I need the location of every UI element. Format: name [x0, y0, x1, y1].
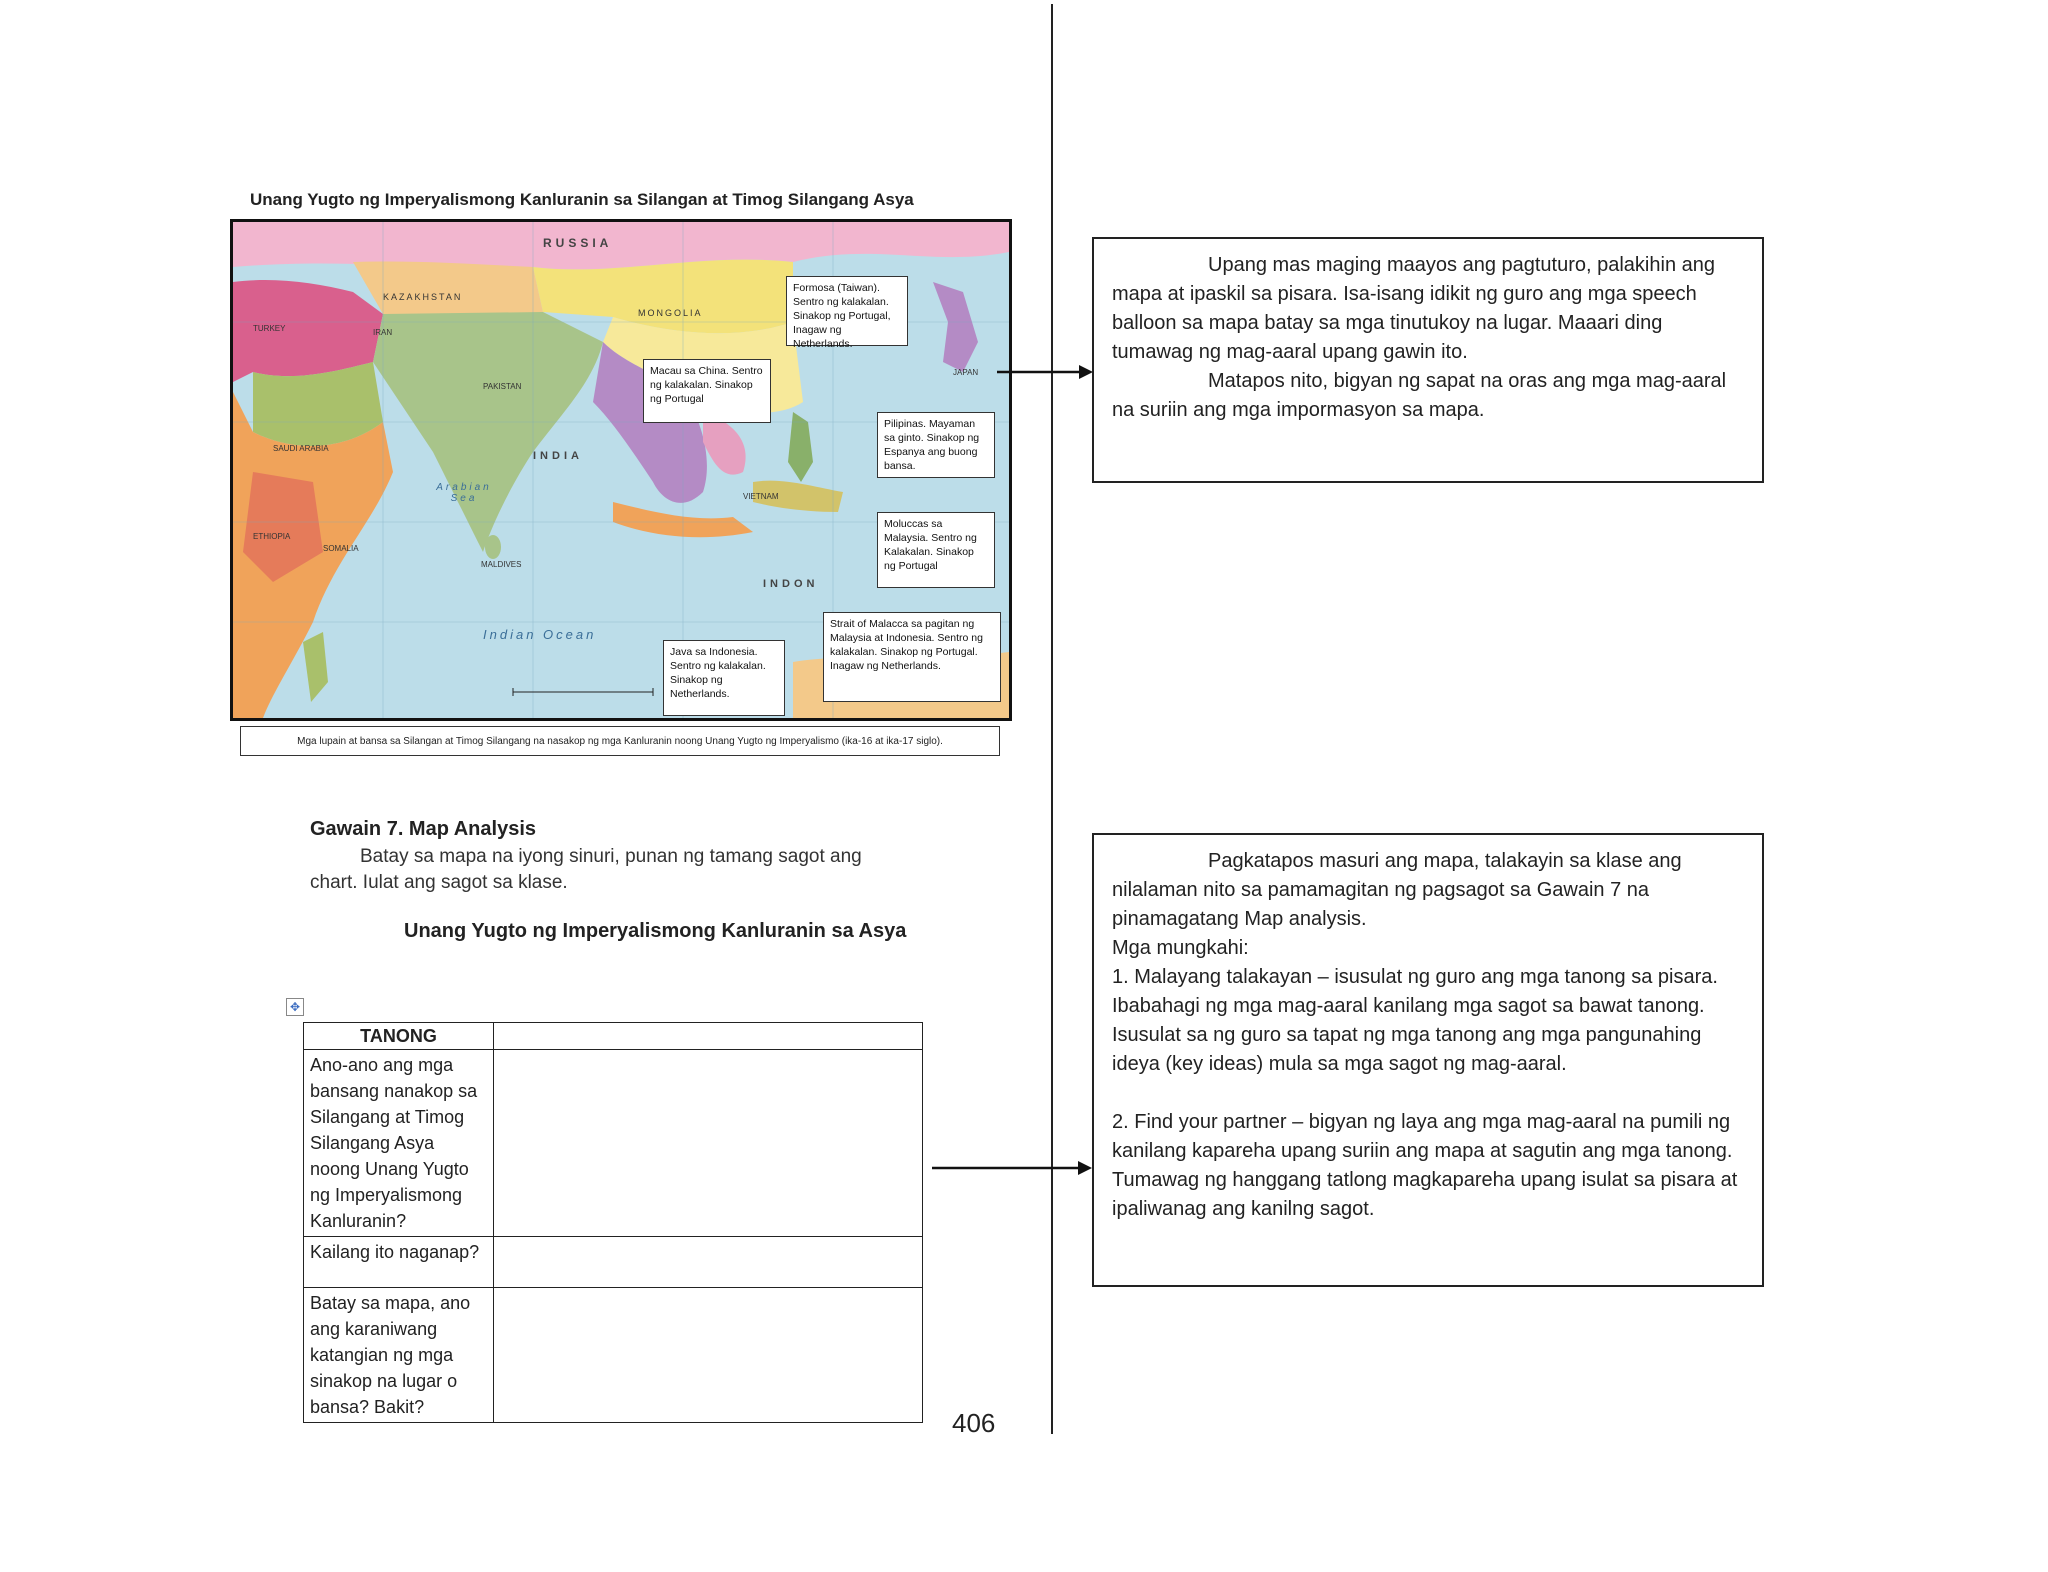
balloon-moluccas: Moluccas sa Malaysia. Sentro ng Kalakalan. Sinakop ng Portugal — [877, 512, 995, 588]
answer-cell[interactable] — [494, 1237, 923, 1288]
activity-instruction — [310, 844, 910, 896]
label-somalia: SOMALIA — [323, 544, 359, 553]
table-header-answer — [494, 1023, 923, 1050]
arrow-to-note-2 — [930, 1158, 1094, 1178]
label-pakistan: PAKISTAN — [483, 382, 522, 391]
label-turkey: TURKEY — [253, 324, 286, 333]
label-russia: RUSSIA — [543, 236, 613, 250]
label-maldives: MALDIVES — [481, 560, 522, 569]
activity-title: Gawain 7. Map Analysis — [310, 818, 537, 840]
label-japan: JAPAN — [953, 368, 979, 377]
note1-paragraph-2: Matapos nito, bigyan ng sapat na oras ang mga mag-aaral na suriin ang mga impormasyon sa mapa. — [1112, 370, 1727, 421]
label-india: INDIA — [533, 450, 583, 462]
table-header-tanong: TANONG — [304, 1023, 494, 1050]
activity-instruction-text: Batay sa mapa na iyong sinuri, punan ng tamang sagot ang chart. Iulat ang sagot sa klase. — [310, 846, 862, 893]
note2-paragraph-4: 2. Find your partner – bigyan ng laya ang mga mag-aaral na pumili ng kanilang kapareha upang suriin ang mapa at sagutin ang mga tanong. Tumawag ng hanggang tatlong magkapareha upang isulat sa pisara at ipaliwanag ang kanilng sagot. — [1112, 1111, 1738, 1220]
page-number: 406 — [952, 1408, 996, 1438]
label-kazakhstan: KAZAKHSTAN — [383, 292, 463, 302]
question-cell: Ano-ano ang mga bansang nanakop sa Silangang at Timog Silangang Asya noong Unang Yugto ng Imperyalismong Kanluranin? — [304, 1050, 494, 1237]
balloon-malacca: Strait of Malacca sa pagitan ng Malaysia at Indonesia. Sentro ng kalakalan. Sinakop ng Portugal. Inagaw ng Netherlands. — [823, 612, 1001, 702]
note2-paragraph-1: Pagkatapos masuri ang mapa, talakayin sa klase ang nilalaman nito sa pamamagitan ng pagsagot sa Gawain 7 na pinamagatang Map analysis. — [1112, 850, 1682, 930]
map-caption: Mga lupain at bansa sa Silangan at Timog Silangang na nasakop ng mga Kanluranin noong Unang Yugto ng Imperyalismo (ika-16 at ika-17 siglo). — [240, 726, 1000, 756]
label-mongolia: MONGOLIA — [638, 308, 703, 318]
table-move-handle-icon[interactable]: ✥ — [286, 998, 304, 1016]
label-saudi: SAUDI ARABIA — [273, 444, 329, 453]
table-row — [304, 1288, 923, 1423]
label-vietnam: VIETNAM — [743, 492, 779, 501]
balloon-macau: Macau sa China. Sentro ng kalakalan. Sinakop ng Portugal — [643, 359, 771, 423]
teacher-note-2 — [1092, 833, 1764, 1287]
table-row — [304, 1237, 923, 1288]
label-indian-ocean: Indian Ocean — [483, 627, 597, 642]
note2-paragraph-2: Mga mungkahi: — [1112, 937, 1249, 959]
note2-paragraph-3: 1. Malayang talakayan – isusulat ng guro ang mga tanong sa pisara. Ibabahagi ng mga mag-aaral kanilang mga sagot sa bawat tanong. Isusulat sa ng guro sa tapat ng mga tanong ang mga pangunahing ideya (key ideas) mula sa mga sagot ng mag-aaral. — [1112, 966, 1718, 1075]
balloon-java: Java sa Indonesia. Sentro ng kalakalan. Sinakop ng Netherlands. — [663, 640, 785, 716]
label-iran: IRAN — [373, 328, 393, 337]
answer-cell[interactable] — [494, 1050, 923, 1237]
balloon-pilipinas: Pilipinas. Mayaman sa ginto. Sinakop ng Espanya ang buong bansa. — [877, 412, 995, 478]
arrow-to-note-1 — [995, 362, 1095, 382]
page-divider — [1051, 4, 1053, 1434]
label-arabian-sea: Arabian Sea — [436, 482, 492, 504]
label-ethiopia: ETHIOPIA — [253, 532, 291, 541]
answer-cell[interactable] — [494, 1288, 923, 1423]
question-cell: Batay sa mapa, ano ang karaniwang katangian ng mga sinakop na lugar o bansa? Bakit? — [304, 1288, 494, 1423]
teacher-note-1 — [1092, 237, 1764, 483]
note1-paragraph-1: Upang mas maging maayos ang pagtuturo, palakihin ang mapa at ipaskil sa pisara. Isa-isang idikit ng guro ang mga speech balloon sa mapa batay sa mga tinutukoy na lugar. Maaari ding tumawag ng mag-aaral upang gawin ito. — [1112, 254, 1715, 363]
table-header-row — [304, 1023, 923, 1050]
activity-table — [303, 1022, 923, 1423]
balloon-formosa: Formosa (Taiwan). Sentro ng kalakalan. Sinakop ng Portugal, Inagaw ng Netherlands. — [786, 276, 908, 346]
table-row — [304, 1050, 923, 1237]
label-indonesia: INDON — [763, 578, 819, 590]
asia-map — [230, 219, 1012, 721]
question-cell: Kailang ito naganap? — [304, 1237, 494, 1288]
table-title: Unang Yugto ng Imperyalismong Kanluranin sa Asya — [404, 920, 907, 942]
map-title: Unang Yugto ng Imperyalismong Kanluranin sa Silangan at Timog Silangang Asya — [250, 190, 914, 209]
